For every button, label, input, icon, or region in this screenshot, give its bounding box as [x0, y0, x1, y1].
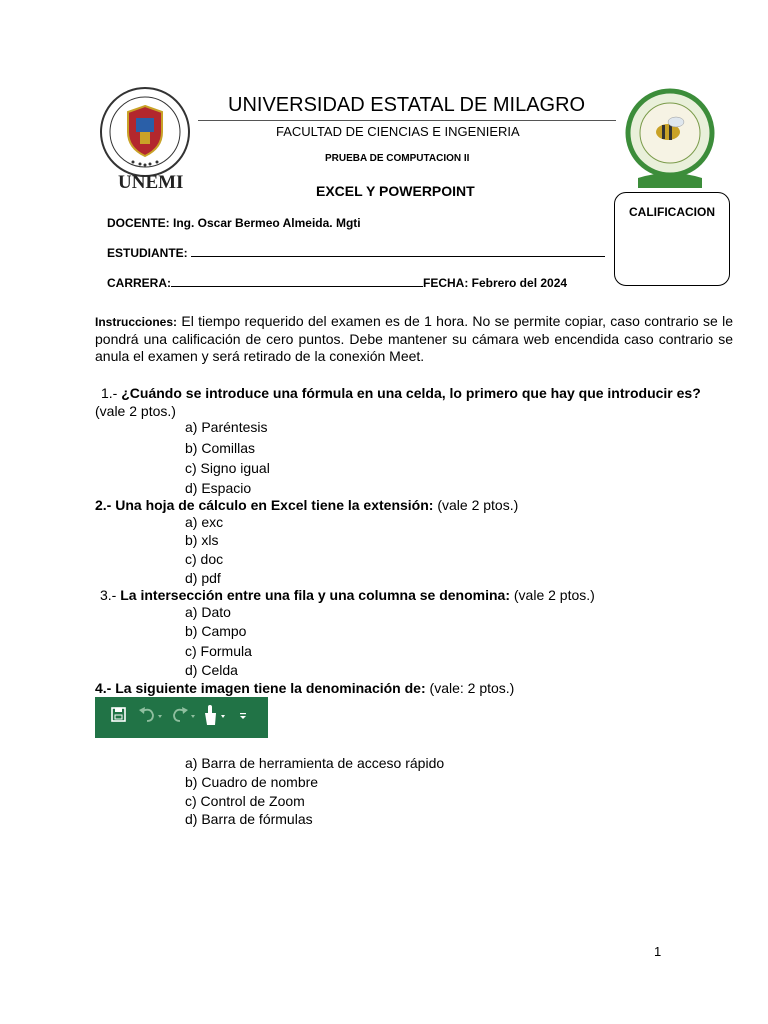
page-number: 1	[654, 944, 662, 959]
career-label: CARRERA:	[107, 276, 171, 290]
option[interactable]: b) Campo	[185, 623, 247, 639]
question-2	[95, 497, 518, 513]
student-label: ESTUDIANTE:	[107, 246, 188, 260]
option[interactable]: a) Dato	[185, 604, 231, 620]
instructions	[95, 313, 733, 365]
touch-mode-icon	[205, 705, 225, 725]
redo-icon	[174, 707, 195, 721]
option[interactable]: a) exc	[185, 514, 224, 530]
grade-box[interactable]	[614, 192, 730, 286]
question-text: La intersección entre una fila y una columna se denomina:	[120, 587, 510, 603]
date-value: Febrero del 2024	[471, 276, 568, 290]
option[interactable]: d) Espacio	[185, 480, 252, 496]
question-number: 2.-	[95, 497, 112, 513]
question-4	[95, 680, 514, 696]
customize-dropdown-icon	[240, 713, 246, 719]
question-number: 3.-	[100, 587, 117, 603]
question-3	[100, 587, 595, 603]
undo-icon	[139, 707, 162, 721]
option[interactable]: b) Cuadro de nombre	[185, 774, 319, 790]
option[interactable]: d) Barra de fórmulas	[185, 811, 313, 827]
option[interactable]: d) Celda	[185, 662, 238, 678]
faculty-name: FACULTAD DE CIENCIAS E INGENIERIA	[276, 124, 520, 139]
university-name: UNIVERSIDAD ESTATAL DE MILAGRO	[228, 94, 586, 116]
faculty-badge	[624, 88, 716, 192]
option[interactable]: a) Barra de herramienta de acceso rápido	[185, 755, 445, 771]
grade-label: CALIFICACION	[629, 205, 715, 219]
teacher-row	[107, 216, 361, 230]
unemi-logo-text: UNEMI	[118, 172, 184, 193]
save-icon	[112, 708, 125, 721]
question-number: 1.-	[101, 385, 118, 401]
quick-access-toolbar-image	[95, 697, 268, 738]
option[interactable]: d) pdf	[185, 570, 221, 586]
teacher-value: Ing. Oscar Bermeo Almeida. Mgti	[173, 216, 361, 230]
title-divider	[198, 120, 616, 121]
instructions-text: El tiempo requerido del examen es de 1 hora. No se permite copiar, caso contrario se le pondrá una calificación de cero puntos. Debe mantener su cámara web encendida caso contrario se anula el examen y será retirado de la conexión Meet.	[95, 313, 733, 364]
career-field[interactable]	[171, 276, 423, 287]
student-row	[107, 246, 605, 260]
question-text: Una hoja de cálculo en Excel tiene la extensión:	[115, 497, 434, 513]
option[interactable]: c) doc	[185, 551, 224, 567]
option[interactable]: c) Control de Zoom	[185, 793, 305, 809]
date-label: FECHA:	[423, 276, 469, 290]
teacher-label: DOCENTE:	[107, 216, 170, 230]
question-number: 4.-	[95, 680, 112, 696]
unemi-logo	[96, 86, 194, 196]
option[interactable]: b) Comillas	[185, 440, 256, 456]
career-row	[107, 276, 567, 290]
option[interactable]: c) Signo igual	[185, 460, 270, 476]
student-field[interactable]	[191, 246, 605, 257]
option[interactable]: b) xls	[185, 532, 219, 548]
exam-title: EXCEL Y POWERPOINT	[316, 183, 475, 199]
question-1	[101, 385, 701, 401]
bee-badge-icon	[624, 88, 716, 192]
exam-name: PRUEBA DE COMPUTACION II	[325, 153, 470, 164]
question-text: ¿Cuándo se introduce una fórmula en una celda, lo primero que hay que introducir es?	[121, 385, 701, 401]
question-text: La siguiente imagen tiene la denominación de:	[115, 680, 426, 696]
question-points: (vale: 2 ptos.)	[429, 680, 515, 696]
question-points: (vale 2 ptos.)	[513, 587, 595, 603]
question-points: (vale 2 ptos.)	[437, 497, 519, 513]
instructions-label: Instrucciones:	[95, 315, 178, 329]
question-points: (vale 2 ptos.)	[95, 403, 176, 419]
option[interactable]: c) Formula	[185, 643, 252, 659]
option[interactable]: a) Paréntesis	[185, 419, 268, 435]
